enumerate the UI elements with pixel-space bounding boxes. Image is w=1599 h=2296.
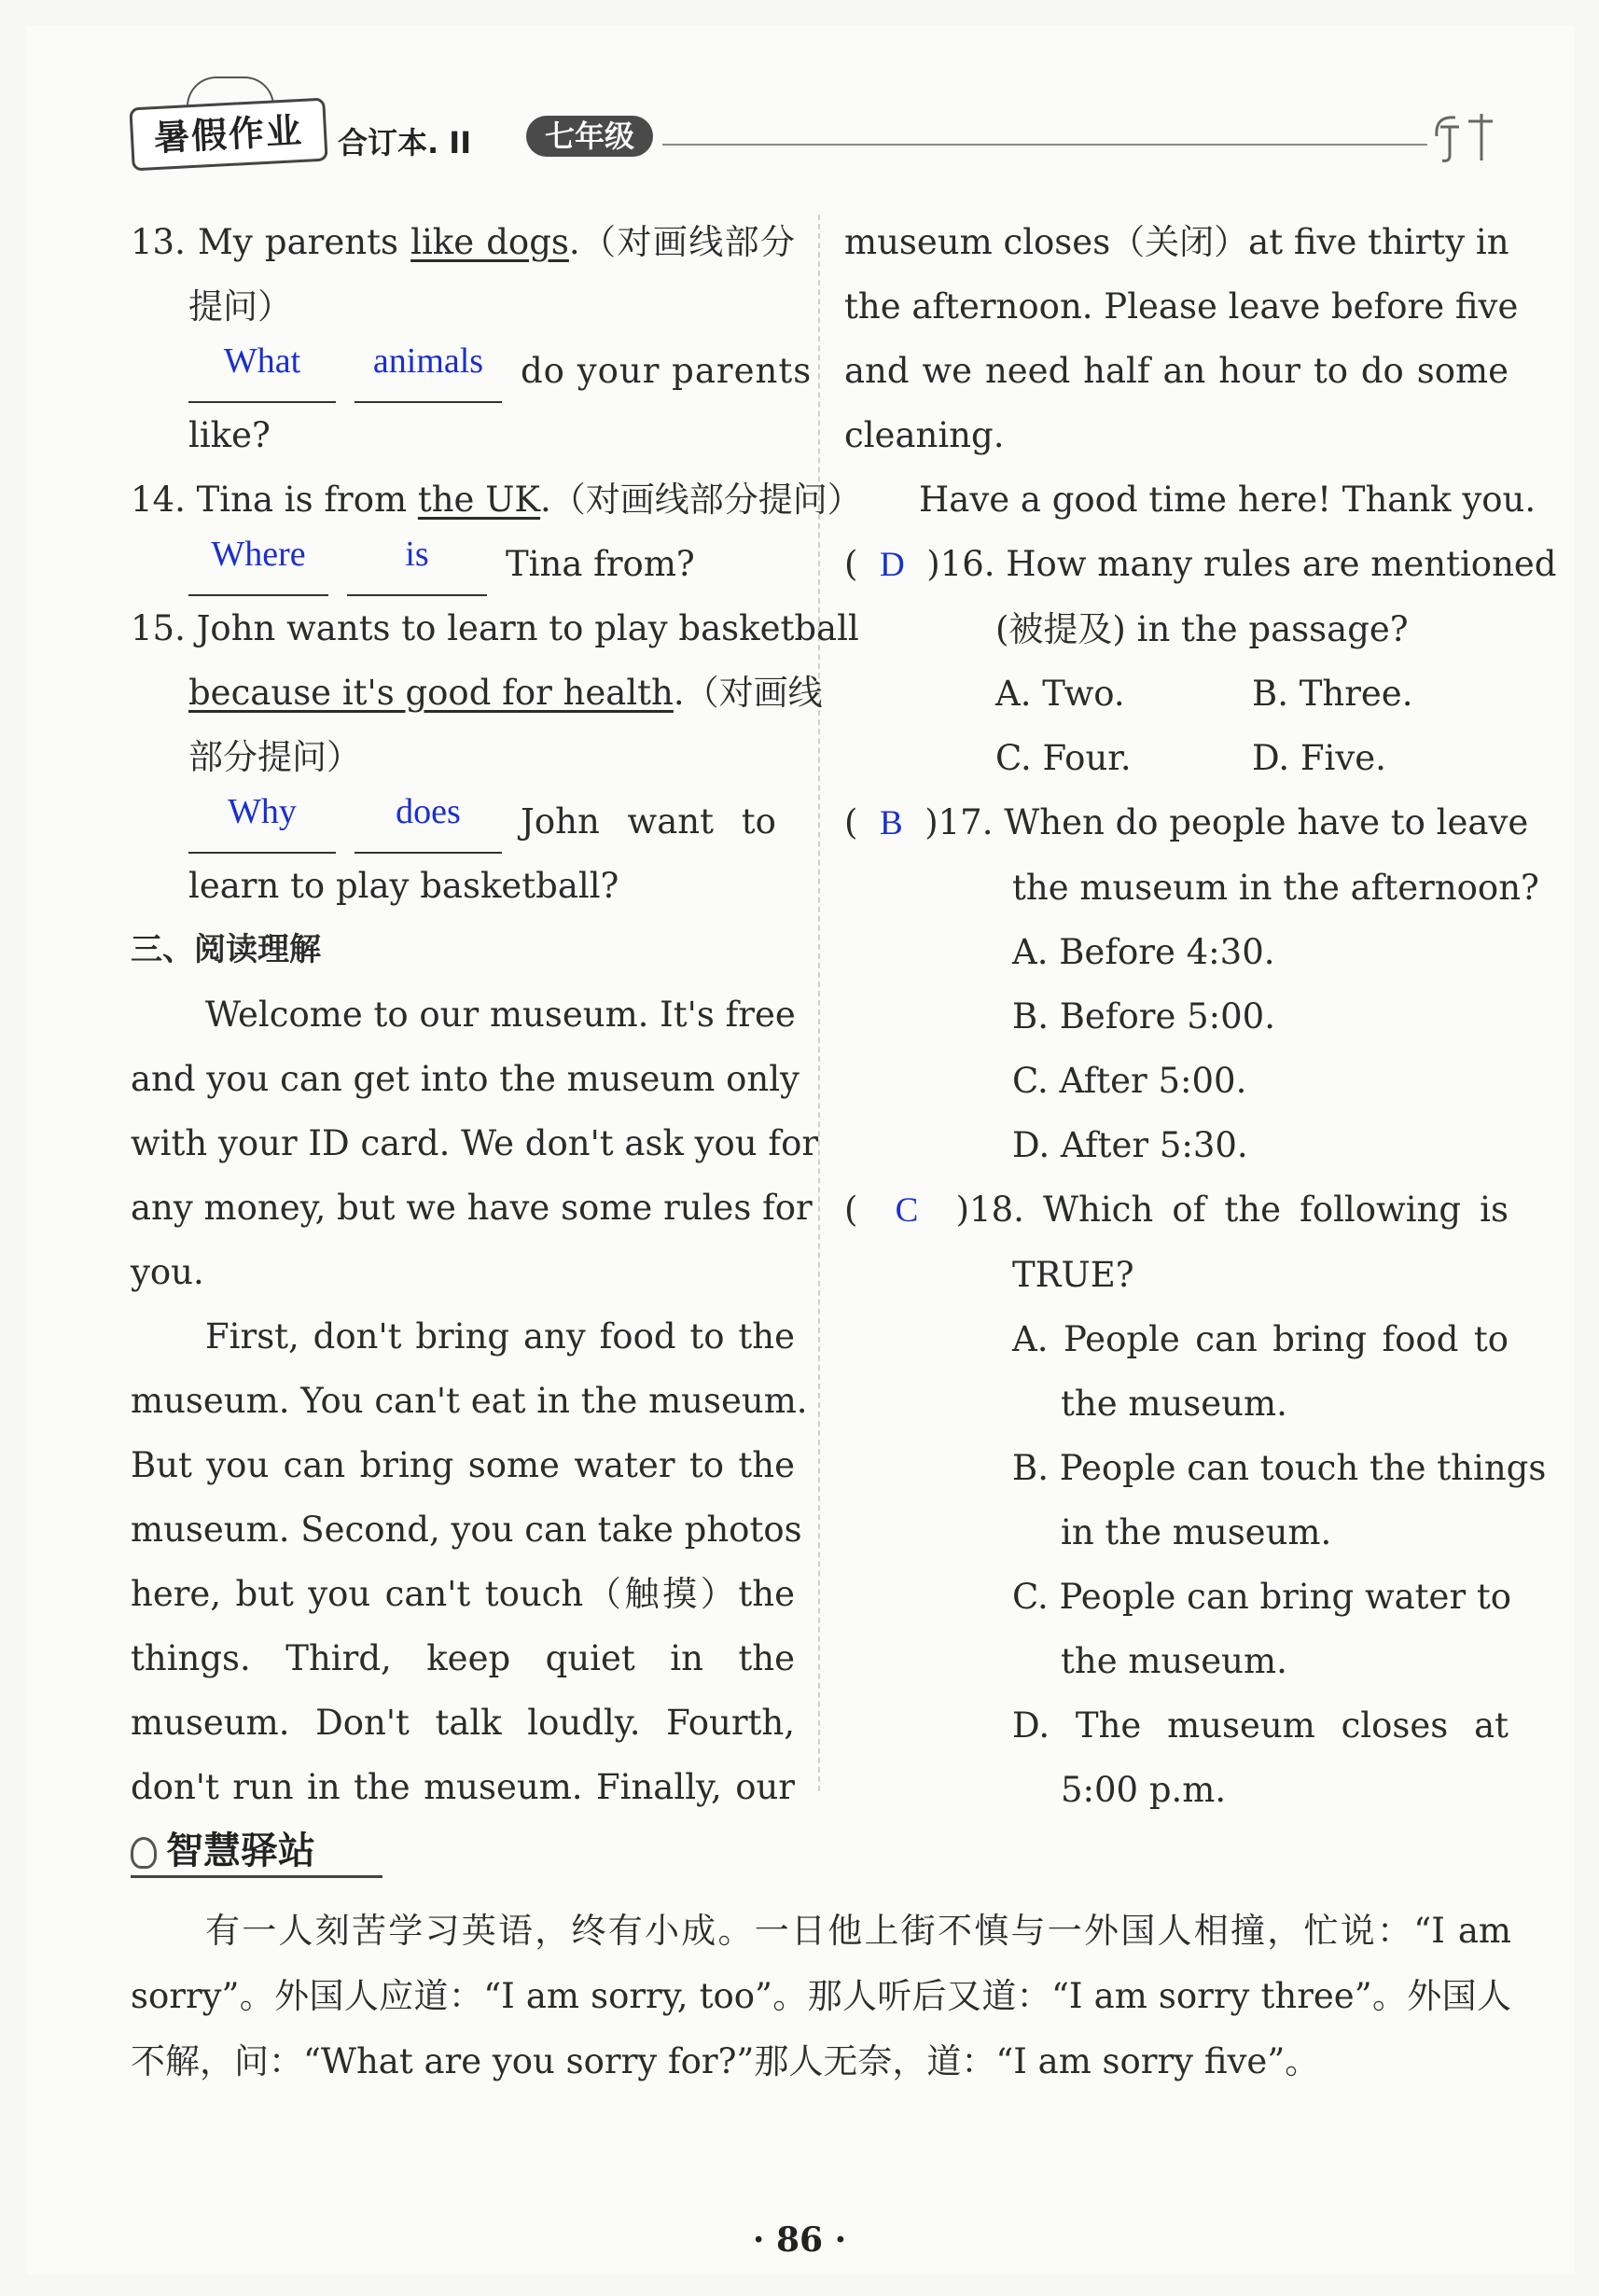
page-header bbox=[131, 82, 1511, 175]
q15-blank-1[interactable]: Why bbox=[188, 805, 336, 854]
q15-blank-2[interactable]: does bbox=[355, 805, 502, 854]
passage-line: here, but you can't touch（触摸）the bbox=[131, 1574, 795, 1614]
series-logo: 暑假作业 bbox=[129, 98, 327, 172]
passage-line: museum. Don't talk loudly. Fourth, bbox=[131, 1703, 795, 1743]
wisdom-title-rule bbox=[131, 1875, 382, 1878]
q18-option-c[interactable]: C. People can bring water to bbox=[1012, 1577, 1512, 1617]
q14-underlined: the UK bbox=[417, 480, 541, 520]
wisdom-line: 不解，问：“What are you sorry for?”那人无奈，道：“I am sorry five”。 bbox=[131, 2041, 1320, 2081]
q15-line5: learn to play basketball? bbox=[188, 866, 619, 906]
q13-line1: 13. My parents like dogs.（对画线部分 bbox=[131, 222, 795, 262]
q18-option-d[interactable]: D. The museum closes at bbox=[1012, 1705, 1509, 1746]
q14-blank-1[interactable]: Where bbox=[188, 548, 328, 596]
q13-blank-1[interactable]: What bbox=[188, 355, 336, 403]
passage-closing: Have a good time here! Thank you. bbox=[919, 480, 1536, 520]
section-title-reading: 三、阅读理解 bbox=[131, 931, 321, 968]
q16-option[interactable]: A. Two. bbox=[995, 674, 1125, 714]
q16-options-row bbox=[844, 726, 1509, 790]
passage-line: and you can get into the museum only bbox=[131, 1059, 800, 1099]
grade-badge: 七年级 bbox=[526, 116, 653, 157]
q18-option-d-cont: 5:00 p.m. bbox=[1061, 1770, 1227, 1810]
q13-answer-line: What animals do your parents bbox=[131, 339, 795, 403]
q18-option-c-cont: the museum. bbox=[1061, 1641, 1287, 1681]
q17-option[interactable]: D. After 5:30. bbox=[1012, 1125, 1248, 1165]
passage-line: things. Third, keep quiet in the bbox=[131, 1638, 795, 1678]
q17-stem: ( B )17. When do people have to leave bbox=[844, 802, 1529, 842]
q15-answer-line: Why does John want to bbox=[131, 789, 795, 854]
q13-blank-2[interactable]: animals bbox=[355, 355, 502, 403]
passage-line: the afternoon. Please leave before five bbox=[844, 286, 1519, 327]
lightbulb-icon bbox=[131, 1837, 157, 1869]
q15-underlined: because it's good for health bbox=[188, 673, 674, 713]
passage-line: museum. Second, you can take photos bbox=[131, 1510, 802, 1550]
passage-line: museum closes（关闭）at five thirty in bbox=[844, 222, 1509, 262]
column-divider bbox=[818, 215, 820, 1791]
q15-line2: because it's good for health.（对画线 bbox=[188, 673, 823, 713]
q16-stem-2: (被提及) in the passage? bbox=[995, 609, 1409, 649]
q18-stem: ( C )18. Which of the following is bbox=[844, 1190, 1509, 1230]
left-column bbox=[131, 210, 862, 1819]
q18-option-a[interactable]: A. People can bring food to bbox=[1012, 1319, 1509, 1359]
passage-line: But you can bring some water to the bbox=[131, 1445, 795, 1485]
q18-option-b-cont: in the museum. bbox=[1061, 1512, 1332, 1552]
wisdom-section-title: 智慧驿站 bbox=[131, 1821, 315, 1874]
q14-answer-line: Where is Tina from? bbox=[131, 532, 795, 596]
edition-label: 合订本. II bbox=[338, 125, 472, 160]
passage-line: you. bbox=[131, 1252, 204, 1292]
q17-option[interactable]: A. Before 4:30. bbox=[1012, 932, 1275, 972]
q13-line4: like? bbox=[188, 415, 271, 455]
q17-option[interactable]: B. Before 5:00. bbox=[1012, 996, 1275, 1037]
q16-option[interactable]: C. Four. bbox=[995, 738, 1132, 778]
q15-line3: 部分提问） bbox=[188, 737, 361, 777]
page-number: · 86 · bbox=[752, 2220, 847, 2260]
q18-stem-2: TRUE? bbox=[1012, 1255, 1134, 1295]
q16-options-row bbox=[844, 661, 1509, 726]
header-rule bbox=[662, 144, 1427, 146]
passage-line: Welcome to our museum. It's free bbox=[205, 995, 796, 1035]
q16-option[interactable]: D. Five. bbox=[1252, 738, 1386, 778]
right-column bbox=[844, 210, 1557, 1822]
corner-decoration-icon bbox=[1427, 108, 1502, 168]
q16-answer[interactable]: D bbox=[879, 546, 905, 584]
passage-line: and we need half an hour to do some bbox=[844, 351, 1509, 391]
passage-line: don't run in the museum. Finally, our bbox=[131, 1767, 795, 1807]
q16-option[interactable]: B. Three. bbox=[1252, 674, 1413, 714]
passage-line: with your ID card. We don't ask you for bbox=[131, 1123, 819, 1163]
q16-stem: ( D )16. How many rules are mentioned bbox=[844, 544, 1557, 584]
q17-answer[interactable]: B bbox=[879, 804, 903, 842]
q13-underlined: like dogs bbox=[410, 222, 569, 262]
q18-option-a-cont: the museum. bbox=[1061, 1384, 1287, 1424]
wisdom-story bbox=[131, 1899, 1511, 2094]
passage-line: museum. You can't eat in the museum. bbox=[131, 1381, 808, 1421]
passage-line: cleaning. bbox=[844, 415, 1005, 455]
wisdom-line: sorry”。外国人应道：“I am sorry, too”。那人听后又道：“I am sorry three”。外国人 bbox=[131, 1976, 1511, 2016]
q17-stem-2: the museum in the afternoon? bbox=[1012, 868, 1539, 908]
q18-option-b[interactable]: B. People can touch the things bbox=[1012, 1448, 1547, 1488]
q13-line2: 提问） bbox=[188, 286, 292, 327]
passage-line: any money, but we have some rules for bbox=[131, 1188, 813, 1228]
passage-line: First, don't bring any food to the bbox=[205, 1316, 795, 1357]
q14-blank-2[interactable]: is bbox=[347, 548, 487, 596]
q14-line1: 14. Tina is from the UK.（对画线部分提问） bbox=[131, 480, 862, 520]
q17-option[interactable]: C. After 5:00. bbox=[1012, 1061, 1247, 1101]
wisdom-line: 有一人刻苦学习英语，终有小成。一日他上街不慎与一外国人相撞，忙说：“I am bbox=[205, 1911, 1511, 1951]
q18-answer[interactable]: C bbox=[895, 1191, 919, 1230]
q15-line1: 15. John wants to learn to play basketball bbox=[131, 608, 859, 648]
